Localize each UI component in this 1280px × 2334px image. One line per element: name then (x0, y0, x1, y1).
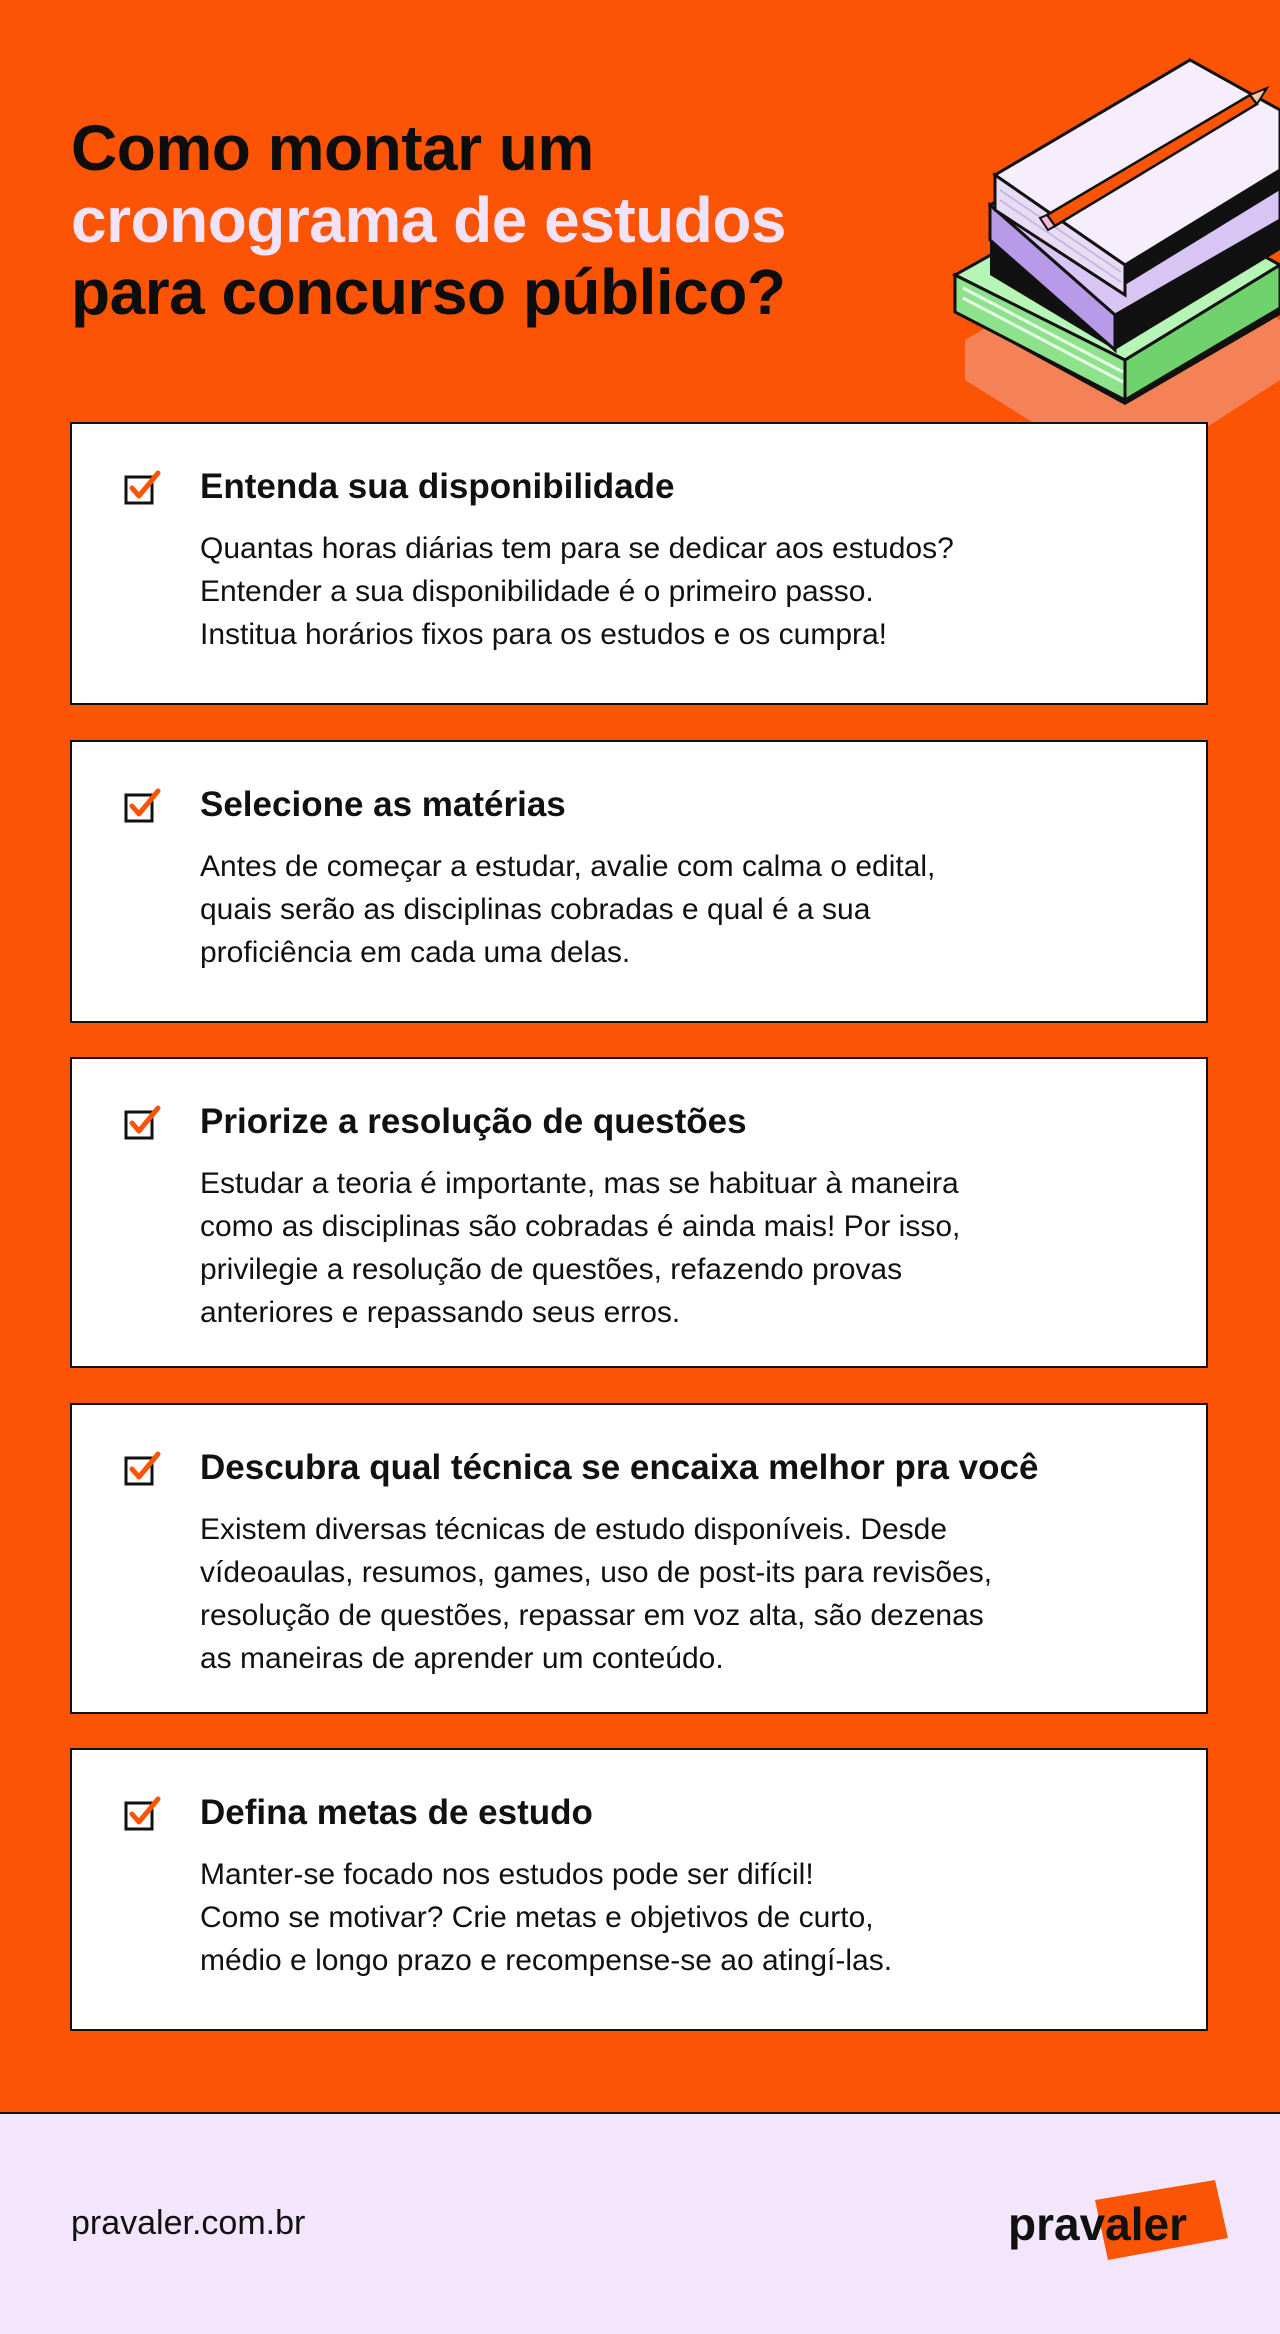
tip-description (200, 527, 1166, 656)
website-link[interactable]: pravaler.com.br (71, 2204, 306, 2242)
title-line-3: para concurso público? (71, 256, 786, 328)
tip-text-line: Antes de começar a estudar, avalie com calma o edital, (200, 850, 936, 883)
books-illustration (945, 50, 1280, 480)
tip-text-line: Estudar a teoria é importante, mas se habituar à maneira (200, 1167, 959, 1200)
tip-text-line: Quantas horas diárias tem para se dedicar aos estudos? (200, 532, 954, 565)
checkbox-checked-icon (124, 469, 162, 505)
tip-description (200, 1853, 1166, 1982)
tip-card-study-technique (70, 1403, 1208, 1714)
tip-text-line: Existem diversas técnicas de estudo disponíveis. Desde (200, 1513, 948, 1546)
tip-text-line: proficiência em cada uma delas. (200, 936, 631, 969)
checkbox-checked-icon (124, 1450, 162, 1486)
tip-text-line: Entender a sua disponibilidade é o primeiro passo. (200, 575, 874, 608)
tip-title: Selecione as matérias (200, 785, 566, 824)
tip-description (200, 1508, 1166, 1680)
title-line-2-highlight: cronograma de estudos (71, 184, 786, 256)
tip-title: Defina metas de estudo (200, 1793, 593, 1832)
tip-text-line: como as disciplinas são cobradas é ainda mais! Por isso, (200, 1210, 961, 1243)
tip-card-availability (70, 422, 1208, 705)
footer (0, 2112, 1280, 2334)
tip-text-line: médio e longo prazo e recompense-se ao atingí-las. (200, 1944, 893, 1977)
tip-card-practice-questions (70, 1057, 1208, 1368)
tip-title: Descubra qual técnica se encaixa melhor pra você (200, 1448, 1039, 1487)
tip-text-line: as maneiras de aprender um conteúdo. (200, 1642, 724, 1675)
logo-text: pravaler (1008, 2198, 1188, 2250)
title-line-1: Como montar um (71, 112, 594, 184)
tip-text-line: Como se motivar? Crie metas e objetivos de curto, (200, 1901, 874, 1934)
tip-text-line: quais serão as disciplinas cobradas e qual é a sua (200, 893, 871, 926)
pravaler-logo (1000, 2174, 1240, 2284)
tip-title: Entenda sua disponibilidade (200, 467, 675, 506)
page-title (71, 112, 951, 328)
tip-text-line: Institua horários fixos para os estudos e os cumpra! (200, 618, 888, 651)
tip-title: Priorize a resolução de questões (200, 1102, 747, 1141)
tip-text-line: resolução de questões, repassar em voz alta, são dezenas (200, 1599, 984, 1632)
checkbox-checked-icon (124, 1795, 162, 1831)
tip-card-subjects (70, 740, 1208, 1023)
tip-card-goals (70, 1748, 1208, 2031)
tip-text-line: Manter-se focado nos estudos pode ser difícil! (200, 1858, 814, 1891)
tip-text-line: vídeoaulas, resumos, games, uso de post-its para revisões, (200, 1556, 993, 1589)
checkbox-checked-icon (124, 1104, 162, 1140)
checkbox-checked-icon (124, 787, 162, 823)
tip-text-line: privilegie a resolução de questões, refazendo provas (200, 1253, 903, 1286)
tip-description (200, 845, 1166, 974)
tip-description (200, 1162, 1166, 1334)
tip-text-line: anteriores e repassando seus erros. (200, 1296, 681, 1329)
